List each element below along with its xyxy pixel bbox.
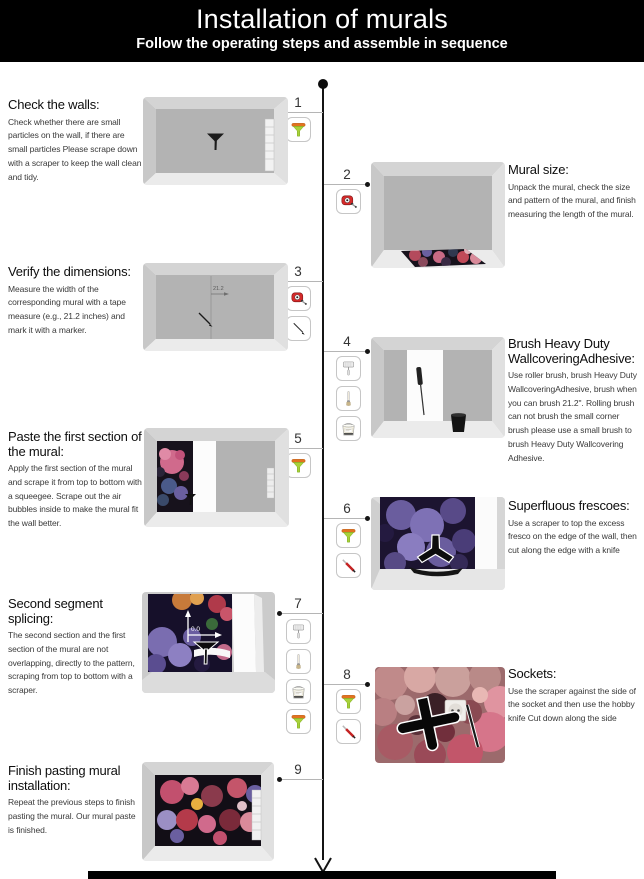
header xyxy=(0,0,644,62)
step-6-illustration xyxy=(371,497,505,590)
step-2-title: Mural size: xyxy=(508,162,569,177)
room-brushing-adhesive xyxy=(371,337,505,438)
squeegee-scraper-icon xyxy=(286,453,311,478)
step-2-tools xyxy=(336,189,361,214)
step-1-title: Check the walls: xyxy=(8,97,100,112)
step-8-title: Sockets: xyxy=(508,666,557,681)
squeegee-scraper-icon xyxy=(286,709,311,734)
step-8-text xyxy=(508,667,640,726)
room-measuring-wall xyxy=(143,263,288,351)
step-2-text xyxy=(508,163,640,222)
step-1-tools xyxy=(286,117,311,142)
marker-pen-icon xyxy=(286,316,311,341)
step-9-text xyxy=(8,764,142,837)
step-4-number: 4 xyxy=(343,334,351,349)
paint-roller-icon xyxy=(336,356,361,381)
closeup-cutting-around-socket xyxy=(375,667,505,763)
step-9-connector xyxy=(280,779,323,780)
closeup-splicing-second-section xyxy=(142,592,275,693)
page-subtitle: Follow the operating steps and assemble in sequence xyxy=(136,35,508,52)
step-9-illustration xyxy=(142,762,274,861)
step-5-text xyxy=(8,430,142,531)
step-5-tools xyxy=(286,453,311,478)
step-7-connector xyxy=(280,613,323,614)
step-2-illustration xyxy=(371,162,505,268)
step-9-title: Finish pasting mural installation: xyxy=(8,763,121,793)
adhesive-bucket-icon xyxy=(286,679,311,704)
unpasted-white-strip xyxy=(193,441,216,512)
connector-dot xyxy=(277,611,282,616)
second-section-white xyxy=(232,594,256,672)
room-mural-unrolled-on-floor xyxy=(371,162,505,268)
step-7-illustration xyxy=(142,592,275,693)
closeup-trimming-excess-edge xyxy=(371,497,505,590)
step-3-number: 3 xyxy=(294,264,302,279)
measurement-label: 21.2 xyxy=(213,286,224,292)
empty-room-with-scraper xyxy=(143,97,288,185)
bottom-bar xyxy=(88,871,556,879)
step-6-description: Use a scraper to top the excess fresco on the edge of the wall, then cut along the edge with a knife xyxy=(508,517,637,556)
tape-measure-icon xyxy=(286,286,311,311)
small-brush-icon xyxy=(336,386,361,411)
paint-roller-icon xyxy=(286,619,311,644)
step-1-text xyxy=(8,98,142,184)
adhesive-bucket-icon xyxy=(336,416,361,441)
squeegee-scraper-icon xyxy=(286,117,311,142)
connector-dot xyxy=(365,349,370,354)
step-2-number: 2 xyxy=(343,167,351,182)
step-4-title: Brush Heavy Duty WallcoveringAdhesive: xyxy=(508,336,635,366)
step-7-number: 7 xyxy=(294,596,302,611)
room-first-mural-section xyxy=(144,428,289,527)
step-6-tools xyxy=(336,523,361,578)
step-4-text xyxy=(508,337,640,465)
step-5-number: 5 xyxy=(294,431,302,446)
step-5-illustration xyxy=(144,428,289,527)
connector-dot xyxy=(365,682,370,687)
gap-label: 0.0 xyxy=(191,626,201,633)
adhesive-area xyxy=(407,350,443,421)
hobby-knife-icon xyxy=(336,719,361,744)
step-6-connector xyxy=(324,518,367,519)
adhesive-bucket-silhouette xyxy=(451,413,466,432)
tape-measure-icon xyxy=(336,189,361,214)
step-7-description: The second section and the first section of the mural are not overlapping, directly to the pattern, scraping from top to bottom with a scraper. xyxy=(8,630,135,696)
timeline-line xyxy=(322,84,324,860)
hobby-knife-icon xyxy=(336,553,361,578)
small-brush-icon xyxy=(286,649,311,674)
step-8-number: 8 xyxy=(343,667,351,682)
step-3-illustration xyxy=(143,263,288,351)
step-1-illustration xyxy=(143,97,288,185)
step-5-title: Paste the first section of the mural: xyxy=(8,429,142,459)
step-2-connector xyxy=(324,184,367,185)
step-3-title: Verify the dimensions: xyxy=(8,264,131,279)
step-4-connector xyxy=(324,351,367,352)
step-6-number: 6 xyxy=(343,501,351,516)
step-8-connector xyxy=(324,684,367,685)
squeegee-scraper-icon xyxy=(336,523,361,548)
step-1-description: Check whether there are small particles on the wall, if there are small particles Please scrape down with a scraper to keep the wall clean and tidy. xyxy=(8,116,142,182)
step-9-description: Repeat the previous steps to finish pasting the mural. Our mural paste is finished. xyxy=(8,797,136,835)
step-4-illustration xyxy=(371,337,505,438)
step-2-description: Unpack the mural, check the size and pattern of the mural, and finish measuring the length of the mural. xyxy=(508,181,636,220)
step-8-description: Use the scraper against the side of the socket and then use the hobby knife Cut down along the side xyxy=(508,685,636,724)
connector-dot xyxy=(365,516,370,521)
step-6-title: Superfluous frescoes: xyxy=(508,498,630,513)
step-4-description: Use roller brush, brush Heavy Duty WallcoveringAdhesive, brush when you can brush 21.2". Rolling brush can not brush the small corner brush please use a small brush to brush Heavy Duty Wallcovering Adhesive. xyxy=(508,370,637,463)
step-8-tools xyxy=(336,689,361,744)
step-7-text xyxy=(8,597,142,698)
step-3-text xyxy=(8,265,142,338)
step-6-text xyxy=(508,499,640,558)
connector-dot xyxy=(365,182,370,187)
step-4-tools xyxy=(336,356,361,441)
step-5-description: Apply the first section of the mural and scrape it from top to bottom with a squeegee. Scrape out the air bubbles inside to make the mural fit the wall better. xyxy=(8,463,142,529)
step-9-number: 9 xyxy=(294,762,302,777)
step-3-description: Measure the width of the corresponding mural with a tape measure (e.g., 21.2 inches) and mark it with a marker. xyxy=(8,283,126,335)
step-7-tools xyxy=(286,619,311,734)
connector-dot xyxy=(277,777,282,782)
step-7-title: Second segment splicing: xyxy=(8,596,103,626)
squeegee-scraper-icon xyxy=(336,689,361,714)
step-3-tools xyxy=(286,286,311,341)
room-finished-mural xyxy=(142,762,274,861)
page-title: Installation of murals xyxy=(195,4,448,34)
bare-wall-strip xyxy=(475,497,497,569)
step-1-number: 1 xyxy=(294,95,302,110)
step-8-illustration xyxy=(375,667,505,763)
timeline-start-dot xyxy=(318,79,328,89)
radiator xyxy=(252,790,261,840)
